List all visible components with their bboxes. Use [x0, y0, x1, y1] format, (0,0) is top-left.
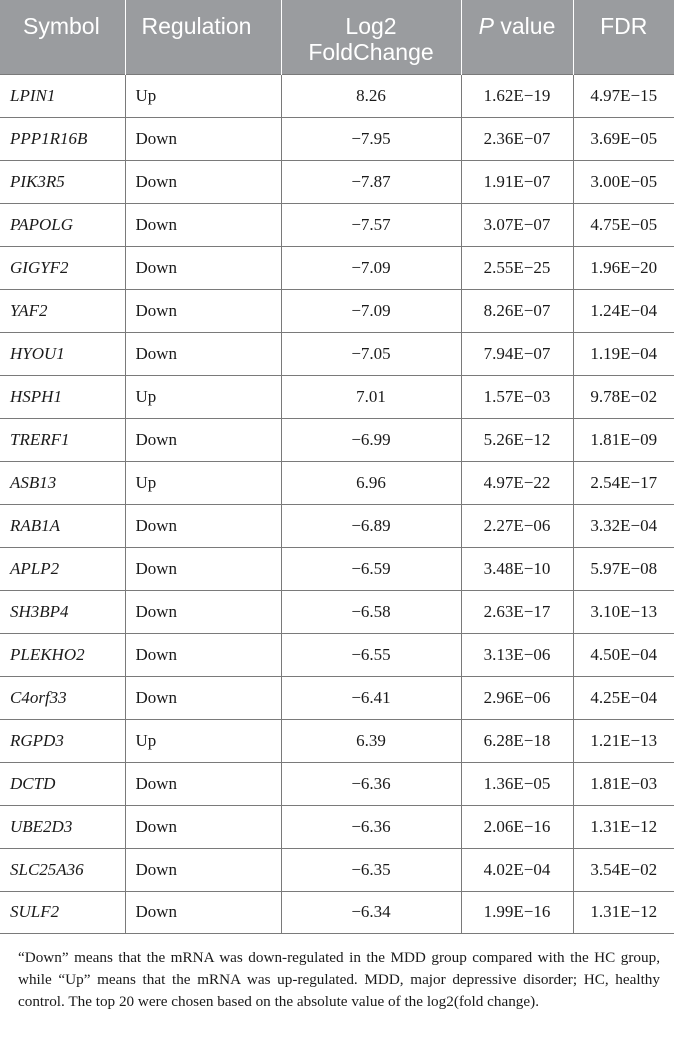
cell-p-value: 3.48E−10	[461, 547, 573, 590]
table-row	[0, 418, 674, 461]
header-p-rest: value	[493, 13, 556, 39]
cell-regulation: Down	[125, 332, 281, 375]
cell-symbol: SH3BP4	[0, 590, 125, 633]
cell-regulation: Down	[125, 246, 281, 289]
table-row	[0, 762, 674, 805]
table-row	[0, 332, 674, 375]
cell-symbol: DCTD	[0, 762, 125, 805]
cell-fdr: 3.00E−05	[573, 160, 674, 203]
cell-fdr: 2.54E−17	[573, 461, 674, 504]
header-p-value	[461, 0, 573, 74]
cell-log2fc: −6.36	[281, 805, 461, 848]
cell-log2fc: −6.99	[281, 418, 461, 461]
cell-regulation: Down	[125, 762, 281, 805]
table-footnote: “Down” means that the mRNA was down-regulated in the MDD group compared with the HC group, while “Up” means that the mRNA was up-regulated. MDD, major depressive disorder; HC, healthy control. The top 20 were chosen based on the absolute value of the log2(fold change).	[18, 949, 660, 1010]
table-row	[0, 676, 674, 719]
cell-p-value: 2.06E−16	[461, 805, 573, 848]
cell-regulation: Up	[125, 74, 281, 117]
header-regulation: Regulation	[125, 0, 281, 74]
cell-regulation: Down	[125, 418, 281, 461]
header-fdr: FDR	[573, 0, 674, 74]
table-row	[0, 633, 674, 676]
cell-log2fc: −6.35	[281, 848, 461, 891]
cell-log2fc: −7.87	[281, 160, 461, 203]
cell-fdr: 3.54E−02	[573, 848, 674, 891]
cell-p-value: 8.26E−07	[461, 289, 573, 332]
cell-p-value: 1.57E−03	[461, 375, 573, 418]
cell-p-value: 1.99E−16	[461, 891, 573, 933]
cell-regulation: Down	[125, 891, 281, 933]
table-row	[0, 375, 674, 418]
table-row	[0, 504, 674, 547]
cell-regulation: Down	[125, 805, 281, 848]
cell-log2fc: 6.96	[281, 461, 461, 504]
table-row	[0, 848, 674, 891]
table-row	[0, 160, 674, 203]
cell-symbol: ASB13	[0, 461, 125, 504]
cell-p-value: 4.02E−04	[461, 848, 573, 891]
cell-symbol: HYOU1	[0, 332, 125, 375]
table-row	[0, 461, 674, 504]
cell-symbol: RGPD3	[0, 719, 125, 762]
cell-log2fc: −7.09	[281, 289, 461, 332]
cell-regulation: Down	[125, 504, 281, 547]
cell-regulation: Down	[125, 203, 281, 246]
table-row	[0, 891, 674, 933]
cell-symbol: SLC25A36	[0, 848, 125, 891]
cell-p-value: 2.55E−25	[461, 246, 573, 289]
cell-fdr: 1.81E−03	[573, 762, 674, 805]
cell-symbol: UBE2D3	[0, 805, 125, 848]
cell-fdr: 3.32E−04	[573, 504, 674, 547]
cell-p-value: 3.13E−06	[461, 633, 573, 676]
cell-fdr: 5.97E−08	[573, 547, 674, 590]
cell-log2fc: −6.59	[281, 547, 461, 590]
table-body	[0, 74, 674, 933]
cell-fdr: 4.75E−05	[573, 203, 674, 246]
cell-log2fc: −6.55	[281, 633, 461, 676]
cell-fdr: 9.78E−02	[573, 375, 674, 418]
cell-p-value: 2.36E−07	[461, 117, 573, 160]
cell-fdr: 4.50E−04	[573, 633, 674, 676]
cell-symbol: TRERF1	[0, 418, 125, 461]
cell-regulation: Up	[125, 719, 281, 762]
cell-regulation: Down	[125, 676, 281, 719]
cell-log2fc: −6.36	[281, 762, 461, 805]
cell-regulation: Down	[125, 633, 281, 676]
header-p-italic: P	[478, 13, 494, 39]
cell-fdr: 1.19E−04	[573, 332, 674, 375]
cell-p-value: 2.63E−17	[461, 590, 573, 633]
table-row	[0, 289, 674, 332]
cell-p-value: 6.28E−18	[461, 719, 573, 762]
cell-log2fc: −7.95	[281, 117, 461, 160]
table-row	[0, 117, 674, 160]
cell-regulation: Down	[125, 117, 281, 160]
cell-log2fc: 6.39	[281, 719, 461, 762]
cell-symbol: LPIN1	[0, 74, 125, 117]
table-row	[0, 590, 674, 633]
cell-symbol: C4orf33	[0, 676, 125, 719]
cell-log2fc: −7.09	[281, 246, 461, 289]
cell-p-value: 1.91E−07	[461, 160, 573, 203]
table-row	[0, 805, 674, 848]
cell-p-value: 2.96E−06	[461, 676, 573, 719]
cell-p-value: 3.07E−07	[461, 203, 573, 246]
cell-p-value: 4.97E−22	[461, 461, 573, 504]
cell-symbol: GIGYF2	[0, 246, 125, 289]
cell-regulation: Down	[125, 289, 281, 332]
cell-regulation: Up	[125, 375, 281, 418]
cell-regulation: Up	[125, 461, 281, 504]
cell-symbol: APLP2	[0, 547, 125, 590]
cell-fdr: 1.21E−13	[573, 719, 674, 762]
cell-fdr: 3.69E−05	[573, 117, 674, 160]
table-row	[0, 203, 674, 246]
table-row	[0, 719, 674, 762]
cell-fdr: 1.31E−12	[573, 891, 674, 933]
table-row	[0, 74, 674, 117]
header-log2foldchange	[281, 0, 461, 74]
cell-regulation: Down	[125, 160, 281, 203]
header-log2-line1: Log2	[345, 13, 397, 39]
table-header	[0, 0, 674, 74]
cell-fdr: 4.25E−04	[573, 676, 674, 719]
cell-p-value: 5.26E−12	[461, 418, 573, 461]
cell-fdr: 4.97E−15	[573, 74, 674, 117]
cell-symbol: PIK3R5	[0, 160, 125, 203]
cell-symbol: PPP1R16B	[0, 117, 125, 160]
table-row	[0, 547, 674, 590]
cell-p-value: 7.94E−07	[461, 332, 573, 375]
cell-symbol: RAB1A	[0, 504, 125, 547]
cell-log2fc: −6.41	[281, 676, 461, 719]
cell-regulation: Down	[125, 590, 281, 633]
cell-log2fc: −6.34	[281, 891, 461, 933]
cell-log2fc: −6.89	[281, 504, 461, 547]
cell-fdr: 1.81E−09	[573, 418, 674, 461]
cell-log2fc: 7.01	[281, 375, 461, 418]
cell-symbol: YAF2	[0, 289, 125, 332]
cell-log2fc: −7.57	[281, 203, 461, 246]
cell-p-value: 1.36E−05	[461, 762, 573, 805]
cell-fdr: 3.10E−13	[573, 590, 674, 633]
cell-fdr: 1.24E−04	[573, 289, 674, 332]
header-log2-line2: FoldChange	[308, 39, 434, 65]
cell-p-value: 2.27E−06	[461, 504, 573, 547]
cell-symbol: HSPH1	[0, 375, 125, 418]
cell-fdr: 1.31E−12	[573, 805, 674, 848]
cell-symbol: SULF2	[0, 891, 125, 933]
table-row	[0, 246, 674, 289]
cell-log2fc: 8.26	[281, 74, 461, 117]
cell-regulation: Down	[125, 547, 281, 590]
cell-symbol: PAPOLG	[0, 203, 125, 246]
cell-regulation: Down	[125, 848, 281, 891]
cell-log2fc: −7.05	[281, 332, 461, 375]
cell-symbol: PLEKHO2	[0, 633, 125, 676]
header-symbol: Symbol	[23, 13, 100, 39]
cell-p-value: 1.62E−19	[461, 74, 573, 117]
cell-log2fc: −6.58	[281, 590, 461, 633]
cell-fdr: 1.96E−20	[573, 246, 674, 289]
